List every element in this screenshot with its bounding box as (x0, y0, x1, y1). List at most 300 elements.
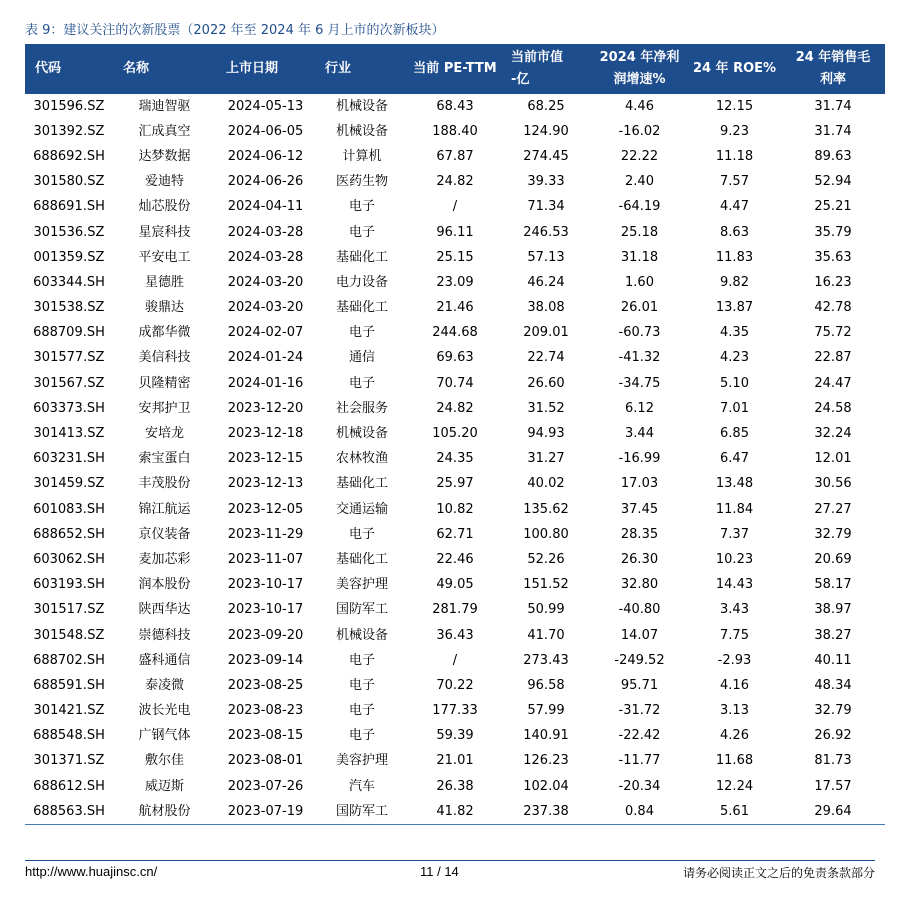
cell-market-cap: 124.90 (523, 123, 569, 139)
cell-code: 301517.SZ (33, 602, 105, 618)
cell-industry: 交通运输 (335, 501, 388, 517)
header-line: -亿 (511, 72, 530, 87)
cell-market-cap: 41.70 (527, 627, 565, 643)
cell-profit-growth: 95.71 (620, 677, 659, 693)
cell-name: 星宸科技 (138, 224, 191, 240)
cell-market-cap: 26.60 (527, 375, 565, 391)
cell-profit-growth: 22.22 (620, 148, 659, 164)
cell-list-date: 2023-12-05 (227, 501, 304, 517)
cell-industry: 电子 (348, 325, 375, 341)
cell-code: 688563.SH (25, 799, 113, 825)
cell-code: 603231.SH (33, 451, 105, 467)
cell-gross-margin: 30.56 (814, 476, 852, 492)
cell-name: 贝隆精密 (138, 375, 191, 391)
table-row (25, 321, 885, 346)
cell-code: 301596.SZ (33, 98, 105, 114)
cell-code: 603344.SH (33, 274, 105, 290)
cell-list-date: 2023-08-25 (227, 677, 304, 693)
cell-name: 威迈斯 (144, 778, 184, 794)
cell-pe-ttm: 41.82 (409, 799, 501, 825)
cell-industry: 电子 (348, 703, 375, 719)
cell-market-cap: 96.58 (527, 677, 565, 693)
cell-code: 603373.SH (33, 400, 105, 416)
cell-roe: 4.47 (720, 199, 749, 215)
cell-profit-growth: 37.45 (620, 501, 659, 517)
cell-roe: 13.87 (715, 300, 754, 316)
cell-name: 美信科技 (138, 350, 191, 366)
cell-name: 京仪装备 (138, 526, 191, 542)
cell-market-cap: 31.52 (527, 400, 565, 416)
cell-name: 盛科通信 (138, 652, 191, 668)
cell-roe: 4.26 (720, 728, 749, 744)
cell-industry: 电子 (348, 375, 375, 391)
header-line: 24 年销售毛 (795, 50, 871, 65)
cell-industry: 医药生物 (335, 174, 388, 190)
cell-pe-ttm: / (452, 199, 458, 215)
cell-pe-ttm: 23.09 (436, 274, 474, 290)
cell-name: 星德胜 (144, 274, 184, 290)
cell-gross-margin: 24.58 (814, 400, 852, 416)
cell-industry: 计算机 (342, 148, 382, 164)
footer-url[interactable]: http://www.huajinsc.cn/ (25, 864, 158, 879)
cell-market-cap: 237.38 (501, 799, 591, 825)
cell-industry: 电子 (348, 526, 375, 542)
cell-pe-ttm: 59.39 (436, 728, 474, 744)
cell-roe: 4.35 (720, 325, 749, 341)
cell-list-date: 2023-12-15 (227, 451, 304, 467)
table-row (25, 144, 885, 169)
cell-profit-growth: 4.46 (625, 98, 654, 114)
cell-market-cap: 50.99 (527, 602, 565, 618)
cell-industry: 电子 (348, 224, 375, 240)
cell-code: 301567.SZ (33, 375, 105, 391)
cell-code: 688709.SH (33, 325, 105, 341)
cell-name: 索宝蛋白 (138, 451, 191, 467)
cell-profit-growth: -60.73 (618, 325, 661, 341)
cell-profit-growth: -249.52 (614, 652, 665, 668)
cell-pe-ttm: 244.68 (432, 325, 478, 341)
cell-code: 301413.SZ (33, 426, 105, 442)
cell-industry: 基础化工 (335, 249, 388, 265)
cell-list-date: 2023-09-20 (227, 627, 304, 643)
cell-market-cap: 57.99 (527, 703, 565, 719)
cell-name: 爱迪特 (144, 174, 184, 190)
table-row (25, 623, 885, 648)
cell-market-cap: 246.53 (523, 224, 569, 240)
table-row (25, 648, 885, 673)
cell-roe: 3.13 (720, 703, 749, 719)
cell-code: 301577.SZ (33, 350, 105, 366)
cell-pe-ttm: 49.05 (436, 577, 474, 593)
cell-industry: 社会服务 (335, 400, 388, 416)
cell-pe-ttm: 96.11 (436, 224, 474, 240)
header-line: 当前市值 (511, 50, 564, 65)
cell-gross-margin: 31.74 (814, 123, 852, 139)
cell-name: 灿芯股份 (138, 199, 191, 215)
cell-gross-margin: 42.78 (814, 300, 852, 316)
cell-pe-ttm: 25.15 (436, 249, 474, 265)
table-row (25, 94, 885, 119)
cell-industry: 电力设备 (335, 274, 388, 290)
header-line: 上市日期 (226, 61, 279, 76)
table-row (25, 447, 885, 472)
header-line: 名称 (123, 61, 150, 76)
cell-roe: 9.82 (720, 274, 749, 290)
footer-disclaimer: 请务必阅读正文之后的免责条款部分 (682, 866, 875, 880)
cell-gross-margin: 20.69 (814, 551, 852, 567)
cell-profit-growth: 0.84 (591, 799, 688, 825)
cell-name: 崇德科技 (138, 627, 191, 643)
column-header-list-date (216, 44, 315, 94)
cell-industry: 基础化工 (335, 300, 388, 316)
cell-profit-growth: 17.03 (620, 476, 659, 492)
cell-name: 陕西华达 (138, 602, 191, 618)
cell-gross-margin: 29.64 (781, 799, 885, 825)
table-row (25, 724, 885, 749)
cell-gross-margin: 25.21 (814, 199, 852, 215)
table-row (25, 699, 885, 724)
cell-code: 301421.SZ (33, 703, 105, 719)
stock-table (25, 44, 885, 825)
cell-market-cap: 151.52 (523, 577, 569, 593)
cell-industry: 美容护理 (335, 577, 388, 593)
cell-code: 603062.SH (33, 551, 105, 567)
cell-code: 301536.SZ (33, 224, 105, 240)
cell-code: 688652.SH (33, 526, 105, 542)
cell-code: 301538.SZ (33, 300, 105, 316)
cell-list-date: 2024-03-28 (227, 224, 304, 240)
table-row (25, 119, 885, 144)
cell-industry: 基础化工 (335, 476, 388, 492)
table-caption: 表 9：建议关注的次新股票（2022 年至 2024 年 6 月上市的次新板块） (25, 23, 445, 38)
cell-gross-margin: 22.87 (814, 350, 852, 366)
cell-code: 688591.SH (33, 677, 105, 693)
cell-code: 688691.SH (33, 199, 105, 215)
cell-pe-ttm: 24.82 (436, 174, 474, 190)
cell-gross-margin: 38.97 (814, 602, 852, 618)
cell-gross-margin: 24.47 (814, 375, 852, 391)
cell-market-cap: 38.08 (527, 300, 565, 316)
cell-gross-margin: 26.92 (814, 728, 852, 744)
cell-market-cap: 57.13 (527, 249, 565, 265)
table-row (25, 799, 885, 825)
cell-pe-ttm: 26.38 (436, 778, 474, 794)
header-line: 行业 (325, 61, 352, 76)
cell-market-cap: 209.01 (523, 325, 569, 341)
cell-list-date: 2024-05-13 (227, 98, 304, 114)
cell-market-cap: 273.43 (523, 652, 569, 668)
cell-profit-growth: 14.07 (620, 627, 659, 643)
cell-list-date: 2023-07-19 (216, 799, 315, 825)
cell-profit-growth: -64.19 (618, 199, 661, 215)
cell-name: 广钢气体 (138, 728, 191, 744)
table-row (25, 774, 885, 799)
cell-code: 688692.SH (33, 148, 105, 164)
cell-industry: 基础化工 (335, 551, 388, 567)
cell-pe-ttm: 10.82 (436, 501, 474, 517)
cell-profit-growth: 31.18 (620, 249, 659, 265)
cell-gross-margin: 58.17 (814, 577, 852, 593)
cell-industry: 通信 (348, 350, 375, 366)
cell-profit-growth: 28.35 (620, 526, 659, 542)
cell-roe: 12.24 (715, 778, 754, 794)
cell-industry: 国防军工 (315, 799, 409, 825)
table-row (25, 220, 885, 245)
cell-profit-growth: 26.30 (620, 551, 659, 567)
cell-roe: 9.23 (720, 123, 749, 139)
cell-name: 汇成真空 (138, 123, 191, 139)
cell-gross-margin: 40.11 (814, 652, 852, 668)
cell-roe: 11.18 (715, 148, 754, 164)
cell-roe: 7.57 (720, 174, 749, 190)
cell-profit-growth: -11.77 (618, 753, 661, 769)
table-row (25, 170, 885, 195)
table-row (25, 522, 885, 547)
footer-divider (25, 860, 875, 861)
cell-list-date: 2023-11-07 (227, 551, 304, 567)
cell-industry: 国防军工 (335, 602, 388, 618)
cell-list-date: 2024-02-07 (227, 325, 304, 341)
cell-roe: 6.47 (720, 451, 749, 467)
cell-list-date: 2024-04-11 (227, 199, 304, 215)
cell-market-cap: 126.23 (523, 753, 569, 769)
cell-profit-growth: -34.75 (618, 375, 661, 391)
table-row (25, 497, 885, 522)
cell-list-date: 2024-01-24 (227, 350, 304, 366)
cell-gross-margin: 38.27 (814, 627, 852, 643)
cell-market-cap: 94.93 (527, 426, 565, 442)
table-row (25, 396, 885, 421)
cell-gross-margin: 32.24 (814, 426, 852, 442)
cell-market-cap: 71.34 (527, 199, 565, 215)
cell-list-date: 2023-09-14 (227, 652, 304, 668)
header-line: 2024 年净利 (599, 50, 680, 65)
table-row (25, 195, 885, 220)
cell-list-date: 2023-07-26 (227, 778, 304, 794)
cell-roe: 6.85 (720, 426, 749, 442)
table-row (25, 371, 885, 396)
cell-market-cap: 40.02 (527, 476, 565, 492)
cell-pe-ttm: 281.79 (432, 602, 478, 618)
cell-market-cap: 102.04 (523, 778, 569, 794)
cell-name: 安邦护卫 (138, 400, 191, 416)
column-header-profit-growth (591, 44, 688, 94)
table-row (25, 346, 885, 371)
table-row (25, 749, 885, 774)
cell-roe: 5.61 (688, 799, 781, 825)
cell-pe-ttm: 22.46 (436, 551, 474, 567)
cell-market-cap: 31.27 (527, 451, 565, 467)
column-header-name (113, 44, 216, 94)
cell-gross-margin: 52.94 (814, 174, 852, 190)
cell-gross-margin: 12.01 (814, 451, 852, 467)
cell-name: 麦加芯彩 (138, 551, 191, 567)
cell-gross-margin: 31.74 (814, 98, 852, 114)
cell-name: 丰茂股份 (138, 476, 191, 492)
cell-code: 301392.SZ (33, 123, 105, 139)
table-row (25, 296, 885, 321)
cell-industry: 电子 (348, 652, 375, 668)
cell-market-cap: 100.80 (523, 526, 569, 542)
cell-industry: 农林牧渔 (335, 451, 388, 467)
cell-profit-growth: -41.32 (618, 350, 661, 366)
page-number: 11 / 14 (420, 864, 459, 879)
cell-roe: 11.83 (715, 249, 754, 265)
cell-roe: 14.43 (715, 577, 754, 593)
cell-list-date: 2023-08-15 (227, 728, 304, 744)
cell-industry: 机械设备 (335, 426, 388, 442)
cell-pe-ttm: 62.71 (436, 526, 474, 542)
cell-pe-ttm: 21.46 (436, 300, 474, 316)
cell-roe: 12.15 (715, 98, 754, 114)
cell-name: 骏鼎达 (144, 300, 184, 316)
cell-roe: 4.16 (720, 677, 749, 693)
table-row (25, 598, 885, 623)
cell-list-date: 2023-12-13 (227, 476, 304, 492)
table-body (25, 94, 885, 825)
cell-roe: 11.68 (715, 753, 754, 769)
cell-code: 601083.SH (33, 501, 105, 517)
column-header-gross-margin (781, 44, 885, 94)
cell-profit-growth: 6.12 (625, 400, 654, 416)
cell-list-date: 2023-12-20 (227, 400, 304, 416)
cell-pe-ttm: 24.82 (436, 400, 474, 416)
cell-list-date: 2024-03-20 (227, 274, 304, 290)
cell-code: 688548.SH (33, 728, 105, 744)
table-row (25, 245, 885, 270)
cell-code: 301548.SZ (33, 627, 105, 643)
cell-pe-ttm: / (452, 652, 458, 668)
header-line: 利率 (819, 72, 846, 87)
cell-gross-margin: 81.73 (814, 753, 852, 769)
cell-profit-growth: -16.99 (618, 451, 661, 467)
cell-code: 688702.SH (33, 652, 105, 668)
cell-gross-margin: 35.63 (814, 249, 852, 265)
cell-roe: 11.84 (715, 501, 754, 517)
table-row (25, 673, 885, 698)
cell-market-cap: 39.33 (527, 174, 565, 190)
cell-pe-ttm: 67.87 (436, 148, 474, 164)
cell-market-cap: 22.74 (527, 350, 565, 366)
column-header-code (25, 44, 113, 94)
table-row (25, 547, 885, 572)
column-header-market-cap (501, 44, 591, 94)
cell-profit-growth: 1.60 (625, 274, 654, 290)
cell-roe: 10.23 (715, 551, 754, 567)
cell-industry: 电子 (348, 199, 375, 215)
cell-industry: 机械设备 (335, 627, 388, 643)
cell-pe-ttm: 70.22 (436, 677, 474, 693)
cell-pe-ttm: 68.43 (436, 98, 474, 114)
cell-pe-ttm: 36.43 (436, 627, 474, 643)
cell-name: 泰凌微 (144, 677, 184, 693)
cell-list-date: 2024-06-05 (227, 123, 304, 139)
cell-list-date: 2023-08-01 (227, 753, 304, 769)
cell-industry: 电子 (348, 728, 375, 744)
table-row (25, 472, 885, 497)
cell-pe-ttm: 24.35 (436, 451, 474, 467)
column-header-industry (315, 44, 409, 94)
cell-market-cap: 274.45 (523, 148, 569, 164)
cell-gross-margin: 75.72 (814, 325, 852, 341)
column-header-pe-ttm (409, 44, 501, 94)
header-line: 24 年 ROE% (692, 61, 777, 76)
cell-pe-ttm: 105.20 (432, 426, 478, 442)
cell-market-cap: 52.26 (527, 551, 565, 567)
cell-gross-margin: 89.63 (814, 148, 852, 164)
cell-name: 瑞迪智驱 (138, 98, 191, 114)
cell-market-cap: 68.25 (527, 98, 565, 114)
cell-roe: 5.10 (720, 375, 749, 391)
cell-list-date: 2023-10-17 (227, 577, 304, 593)
cell-profit-growth: -40.80 (618, 602, 661, 618)
cell-code: 301459.SZ (33, 476, 105, 492)
cell-profit-growth: 26.01 (620, 300, 659, 316)
cell-roe: 8.63 (720, 224, 749, 240)
cell-list-date: 2024-03-28 (227, 249, 304, 265)
cell-market-cap: 135.62 (523, 501, 569, 517)
cell-code: 301580.SZ (33, 174, 105, 190)
cell-market-cap: 140.91 (523, 728, 569, 744)
table-row (25, 573, 885, 598)
cell-profit-growth: 2.40 (625, 174, 654, 190)
cell-code: 301371.SZ (33, 753, 105, 769)
cell-name: 敷尔佳 (144, 753, 184, 769)
cell-industry: 美容护理 (335, 753, 388, 769)
cell-profit-growth: 32.80 (620, 577, 659, 593)
cell-pe-ttm: 69.63 (436, 350, 474, 366)
cell-name: 润本股份 (138, 577, 191, 593)
cell-roe: 7.01 (720, 400, 749, 416)
cell-name: 达梦数据 (138, 148, 191, 164)
cell-industry: 机械设备 (335, 123, 388, 139)
cell-name: 波长光电 (138, 703, 191, 719)
cell-market-cap: 46.24 (527, 274, 565, 290)
column-header-roe (688, 44, 781, 94)
cell-list-date: 2024-06-26 (227, 174, 304, 190)
cell-profit-growth: 3.44 (625, 426, 654, 442)
cell-list-date: 2024-06-12 (227, 148, 304, 164)
cell-list-date: 2023-10-17 (227, 602, 304, 618)
header-line: 当前 PE-TTM (413, 61, 497, 76)
cell-pe-ttm: 25.97 (436, 476, 474, 492)
cell-roe: 13.48 (715, 476, 754, 492)
cell-pe-ttm: 21.01 (436, 753, 474, 769)
cell-roe: 3.43 (720, 602, 749, 618)
cell-pe-ttm: 70.74 (436, 375, 474, 391)
cell-list-date: 2023-11-29 (227, 526, 304, 542)
cell-gross-margin: 32.79 (814, 526, 852, 542)
cell-gross-margin: 16.23 (814, 274, 852, 290)
cell-code: 688612.SH (33, 778, 105, 794)
cell-roe: 7.75 (720, 627, 749, 643)
cell-name: 锦江航运 (138, 501, 191, 517)
header-line: 代码 (35, 61, 62, 76)
cell-industry: 电子 (348, 677, 375, 693)
cell-industry: 汽车 (348, 778, 375, 794)
cell-list-date: 2024-01-16 (227, 375, 304, 391)
cell-code: 001359.SZ (33, 249, 105, 265)
cell-list-date: 2023-12-18 (227, 426, 304, 442)
cell-gross-margin: 27.27 (814, 501, 852, 517)
cell-gross-margin: 17.57 (814, 778, 852, 794)
cell-roe: 7.37 (720, 526, 749, 542)
cell-name: 平安电工 (138, 249, 191, 265)
cell-profit-growth: -22.42 (618, 728, 661, 744)
cell-name: 成都华微 (138, 325, 191, 341)
cell-profit-growth: -20.34 (618, 778, 661, 794)
cell-profit-growth: -16.02 (618, 123, 661, 139)
